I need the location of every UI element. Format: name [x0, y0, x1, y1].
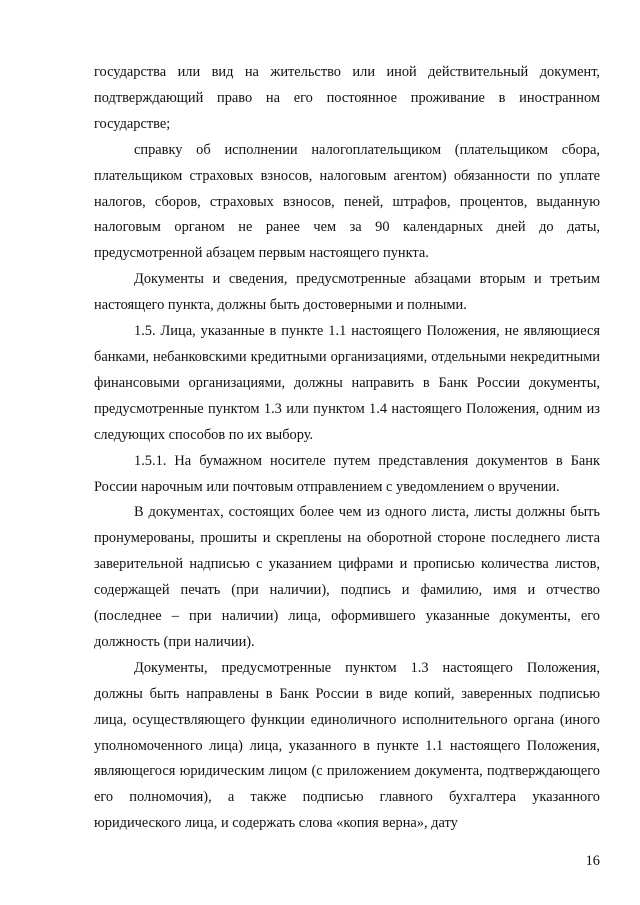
document-page	[94, 60, 600, 837]
paragraph-document-copies: Документы, предусмотренные пунктом 1.3 настоящего Положения, должны быть направлены в Банк России в виде копий, заверенных подписью лица, осуществляющего функции единоличного исполнительного органа (иного уполномоченного лица) лица, указанного в пункте 1.1 настоящего Положения, являющегося юридическим лицом (с приложением документа, подтверждающего его полномочия), а также подписью главного бухгалтера указанного юридического лица, и содержать слова «копия верна», дату	[94, 659, 600, 832]
paragraph-multi-sheet-documents: В документах, состоящих более чем из одного листа, листы должны быть пронумерованы, прошиты и скреплены на оборотной стороне последнего листа заверительной надписью с указанием цифрами и прописью количества листов, содержащей печать (при наличии), подпись и фамилию, имя и отчество (последнее – при наличии) лица, оформившего указанные документы, его должность (при наличии).	[94, 504, 600, 650]
paragraph-clause-1-5: 1.5. Лица, указанные в пункте 1.1 настоящего Положения, не являющиеся банками, небанковскими кредитными организациями, отдельными некредитными финансовыми организациями, должны направить в Банк России документы, предусмотренные пунктом 1.3 или пунктом 1.4 настоящего Положения, одним из следующих способов по их выбору.	[94, 323, 600, 443]
paragraph-documents-reliability: Документы и сведения, предусмотренные абзацами вторым и третьим настоящего пункта, должны быть достоверными и полными.	[94, 271, 600, 314]
paragraph-continuation-residence: государства или вид на жительство или иной действительный документ, подтверждающий право на его постоянное проживание в иностранном государстве;	[94, 64, 600, 132]
page-number: 16	[585, 853, 600, 869]
paragraph-tax-certificate: справку об исполнении налогоплательщиком (плательщиком сбора, плательщиком страховых взносов, налоговым агентом) обязанности по уплате налогов, сборов, страховых взносов, пеней, штрафов, процентов, выданную налоговым органом не ранее чем за 90 календарных дней до даты, предусмотренной абзацем первым настоящего пункта.	[94, 141, 600, 262]
paragraph-clause-1-5-1: 1.5.1. На бумажном носителе путем представления документов в Банк России нарочным или почтовым отправлением с уведомлением о вручении.	[94, 452, 600, 495]
